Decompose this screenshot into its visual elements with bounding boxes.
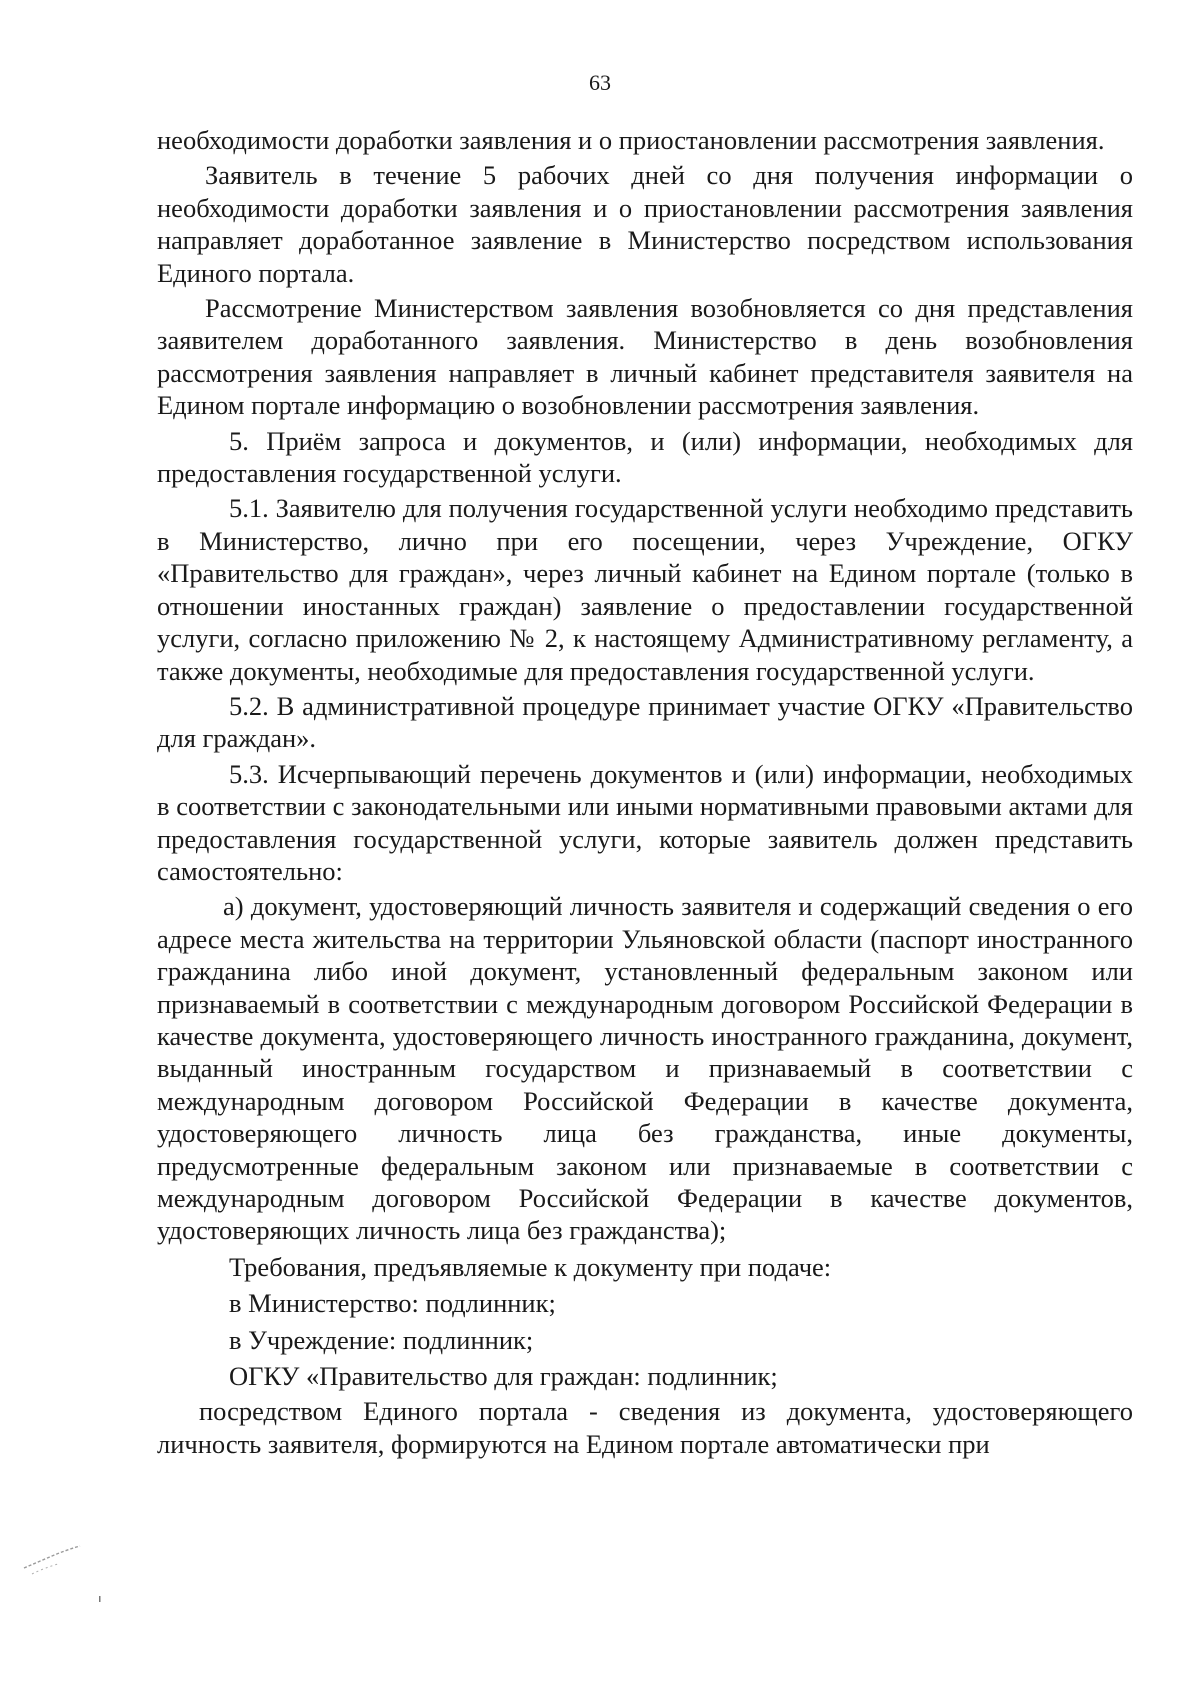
paragraph-section-5-1: 5.1. Заявителю для получения государственной услуги необходимо представить в Министерство, лично при его посещении, через Учреждение, ОГКУ «Правительство для граждан», через личный кабинет на Едином портале (только в отношении иностанных граждан) заявление о предоставлении государственной услуги, согласно приложению № 2, к настоящему Административному регламенту, а также документы, необходимые для предоставления государственной услуги. [157,493,1133,686]
scan-speck-icon [98,1596,102,1602]
scan-artifact-icon [18,1538,88,1578]
paragraph-continuation: необходимости доработки заявления и о приостановлении рассмотрения заявления. [157,125,1105,155]
paragraph-requirement-ogku: ОГКУ «Правительство для граждан: подлинник; [229,1361,778,1392]
paragraph-requirement-ministry: в Министерство: подлинник; [229,1288,556,1319]
paragraph-section-5-3: 5.3. Исчерпывающий перечень документов и (или) информации, необходимых в соответствии с законодательными или иными нормативными правовыми актами для предоставления государственной услуги, которые заявитель должен представить самостоятельно: [157,758,1133,886]
paragraph-item-a: а) документ, удостоверяющий личность заявителя и содержащий сведения о его адресе места жительства на территории Ульяновской области (паспорт иностранного гражданина либо иной документ, установленный федеральным законом или признаваемый в соответствии с международным договором Российской Федерации в качестве документа, удостоверяющего личность иностранного гражданина, документ, выданный иностранным государством и признаваемый в соответствии с международным договором Российской Федерации в качестве документа, удостоверяющего личность лица без гражданства, иные документы, предусмотренные федеральным законом или признаваемые в соответствии с международным договором Российской Федерации в качестве документов, удостоверяющих личность лица без гражданства); [157,891,1133,1246]
paragraph-requirement-portal: посредством Единого портала - сведения из документа, удостоверяющего личность заявителя, формируются на Едином портале автоматически при [157,1396,1133,1459]
document-body [157,124,1133,1460]
paragraph-applicant-revision: Заявитель в течение 5 рабочих дней со дня получения информации о необходимости доработки заявления и о приостановлении рассмотрения заявления направляет доработанное заявление в Министерство посредством использования Единого портала. [157,160,1133,288]
page-number: 63 [589,70,611,95]
paragraph-section-5-2: 5.2. В административной процедуре принимает участие ОГКУ «Правительство для граждан». [157,690,1133,754]
paragraph-resumption: Рассмотрение Министерством заявления возобновляется со дня представления заявителем доработанного заявления. Министерство в день возобновления рассмотрения заявления направляет в личный кабинет представителя заявителя на Едином портале информацию о возобновлении рассмотрения заявления. [157,293,1133,421]
paragraph-requirements-heading: Требования, предъявляемые к документу при подаче: [229,1251,832,1282]
paragraph-requirement-institution: в Учреждение: подлинник; [229,1324,534,1355]
paragraph-section-5: 5. Приём запроса и документов, и (или) информации, необходимых для предоставления государственной услуги. [157,425,1133,489]
